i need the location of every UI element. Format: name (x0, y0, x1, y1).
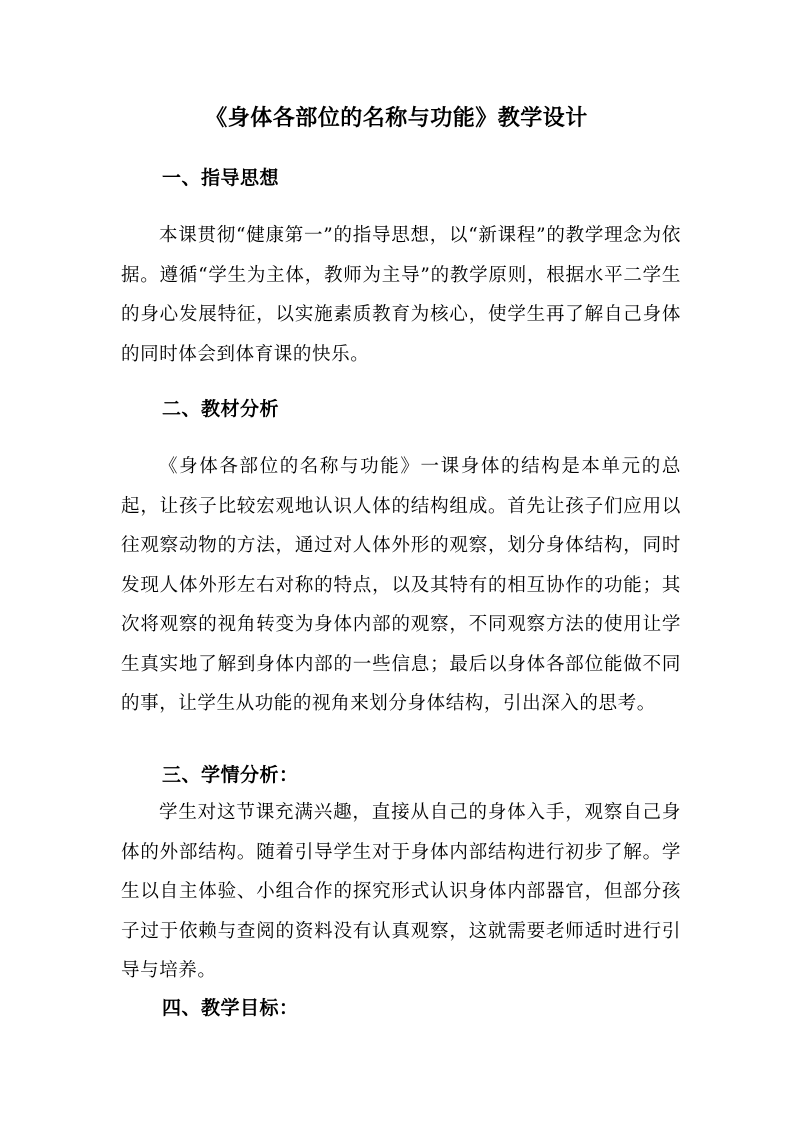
section-paragraph-guiding-ideology: 本课贯彻“健康第一”的指导思想，以“新课程”的教学理念为依据。遵循“学生为主体，教师为主导”的教学原则，根据水平二学生的身心发展特征，以实施素质教育为核心，使学生再了解自己身体的同时体会到体育课的快乐。 (121, 225, 681, 365)
section-paragraph-material-analysis: 《身体各部位的名称与功能》一课身体的结构是本单元的总起，让孩子比较宏观地认识人体的结构组成。首先让孩子们应用以往观察动物的方法，通过对人体外形的观察，划分身体结构，同时发现人体外形左右对称的特点，以及其特有的相互协作的功能；其次将观察的视角转变为身体内部的观察，不同观察方法的使用让学生真实地了解到身体内部的一些信息；最后以身体各部位能做不同的事，让学生从功能的视角来划分身体结构，引出深入的思考。 (121, 456, 681, 714)
section-heading-guiding-ideology: 一、指导思想 (162, 167, 280, 189)
section-heading-learner-analysis: 三、学情分析： (162, 764, 299, 786)
section-heading-material-analysis: 二、教材分析 (162, 398, 280, 420)
section-paragraph-learner-analysis: 学生对这节课充满兴趣，直接从自己的身体入手，观察自己身体的外部结构。随着引导学生对于身体内部结构进行初步了解。学生以自主体验、小组合作的探究形式认识身体内部器官，但部分孩子过于依赖与查阅的资料没有认真观察，这就需要老师适时进行引导与培养。 (121, 802, 681, 981)
section-heading-teaching-objectives: 四、教学目标： (162, 997, 299, 1019)
document-title: 《身体各部位的名称与功能》教学设计 (205, 105, 588, 131)
